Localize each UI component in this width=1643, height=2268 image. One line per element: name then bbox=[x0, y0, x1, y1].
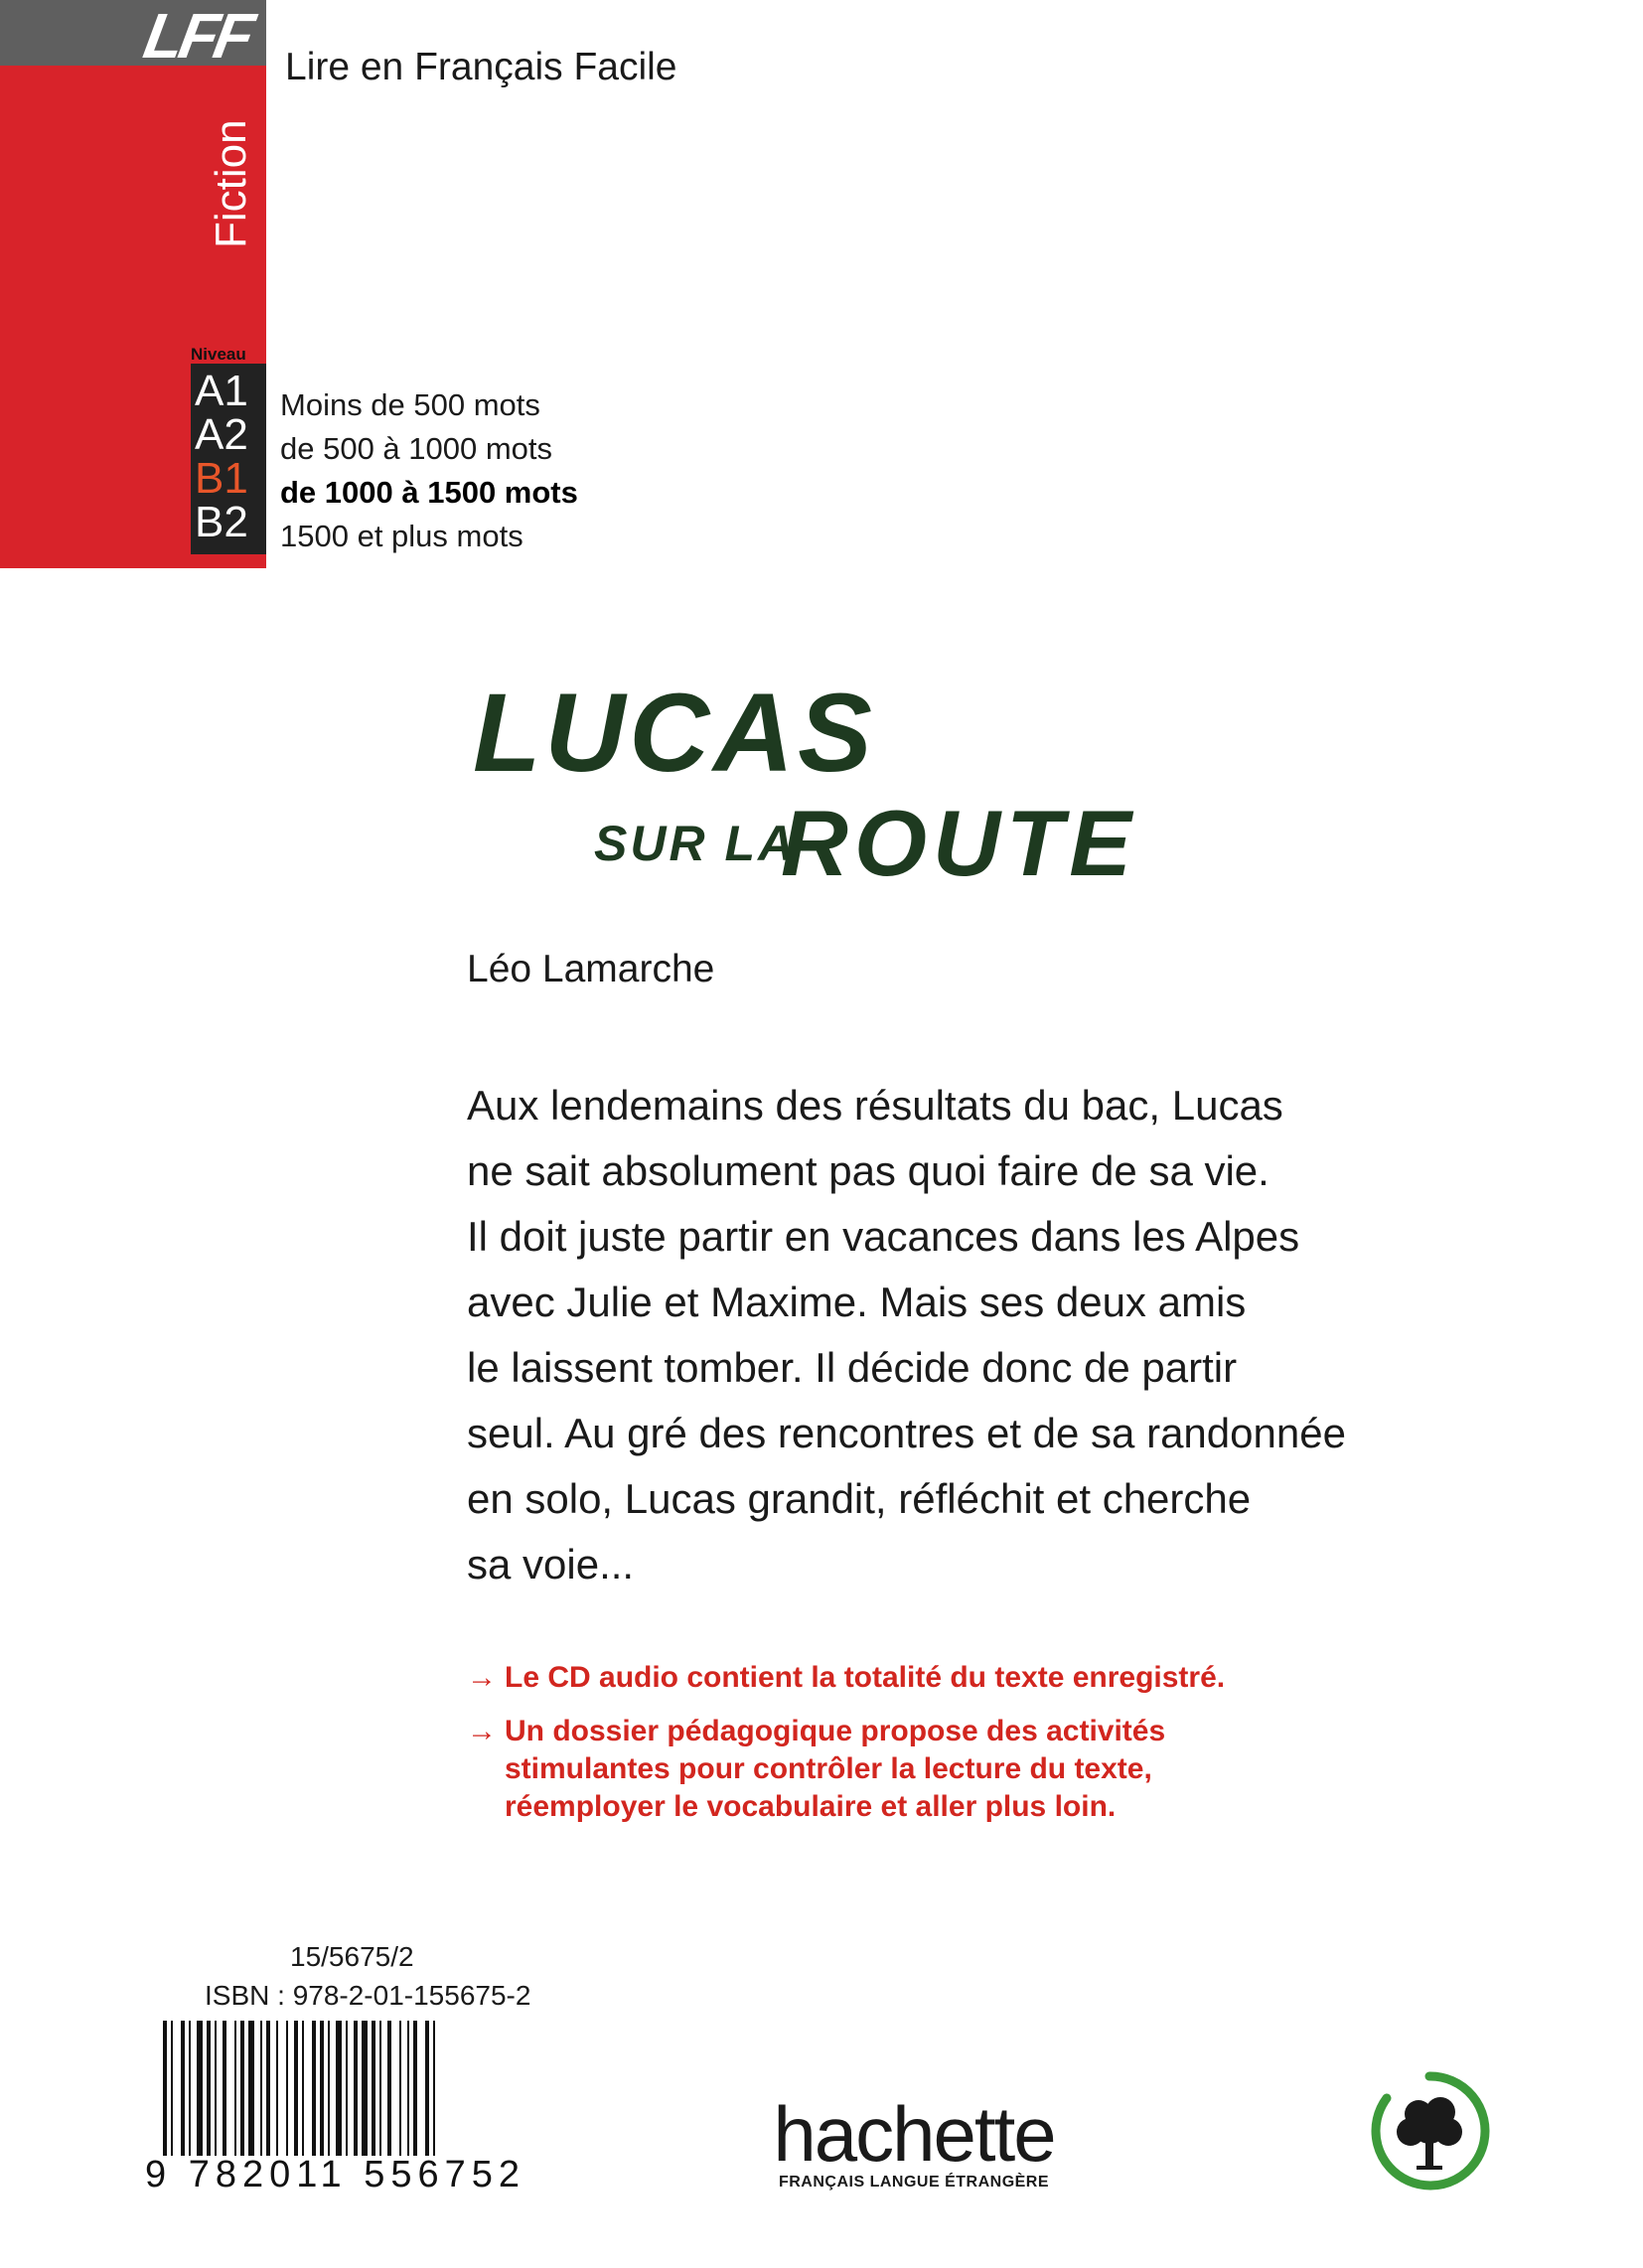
level-code-b2: B2 bbox=[195, 498, 248, 546]
publisher-name: hachette bbox=[773, 2090, 1055, 2178]
level-desc-b1: de 1000 à 1500 mots bbox=[280, 475, 578, 510]
arrow-right-icon: → bbox=[467, 1661, 497, 1694]
feature-text: Un dossier pédagogique propose des activités bbox=[505, 1715, 1166, 1747]
isbn-number: ISBN : 978-2-01-155675-2 bbox=[205, 1980, 531, 2011]
barcode-icon bbox=[163, 2021, 524, 2156]
blurb-line: Il doit juste partir en vacances dans les Alpes bbox=[467, 1213, 1300, 1260]
level-desc-a1: Moins de 500 mots bbox=[280, 387, 540, 422]
blurb-line: ne sait absolument pas quoi faire de sa vie. bbox=[467, 1147, 1270, 1194]
level-desc-a2: de 500 à 1000 mots bbox=[280, 431, 553, 466]
book-title-main: LUCAS bbox=[473, 671, 876, 795]
blurb-line: Aux lendemains des résultats du bac, Lucas bbox=[467, 1082, 1283, 1129]
feature-text: Le CD audio contient la totalité du texte enregistré. bbox=[505, 1661, 1226, 1694]
feature-text: stimulantes pour contrôler la lecture du texte, bbox=[505, 1752, 1152, 1785]
blurb-line: sa voie... bbox=[467, 1541, 635, 1588]
level-code-b1: B1 bbox=[195, 454, 248, 503]
level-heading: Niveau bbox=[191, 345, 246, 364]
author-name: Léo Lamarche bbox=[467, 948, 715, 990]
feature-dossier bbox=[467, 1713, 1165, 1826]
publisher-subtitle: FRANÇAIS LANGUE ÉTRANGÈRE bbox=[778, 2174, 1050, 2191]
blurb-line: en solo, Lucas grandit, réfléchit et cherche bbox=[467, 1475, 1252, 1522]
barcode-digits: 9 782011 556752 bbox=[145, 2154, 526, 2195]
blurb-line: le laissent tomber. Il décide donc de partir bbox=[467, 1344, 1238, 1391]
book-blurb bbox=[467, 1073, 1470, 1597]
level-code-a1: A1 bbox=[195, 367, 248, 415]
book-title-sur-la: SUR LA bbox=[594, 816, 798, 871]
level-desc-b2: 1500 et plus mots bbox=[280, 519, 523, 553]
book-title-route: ROUTE bbox=[781, 791, 1137, 895]
lff-logo: LFF bbox=[138, 0, 256, 72]
genre-label: Fiction bbox=[207, 119, 255, 248]
feature-text: réemployer le vocabulaire et aller plus loin. bbox=[505, 1790, 1117, 1823]
feature-cd-audio bbox=[467, 1659, 1225, 1697]
tree-icon bbox=[1367, 2068, 1492, 2193]
blurb-line: seul. Au gré des rencontres et de sa randonnée bbox=[467, 1410, 1346, 1456]
blurb-line: avec Julie et Maxime. Mais ses deux amis bbox=[467, 1279, 1247, 1325]
arrow-right-icon: → bbox=[467, 1715, 497, 1747]
product-code: 15/5675/2 bbox=[290, 1941, 414, 1972]
publisher-logo bbox=[755, 2090, 1073, 2192]
level-code-a2: A2 bbox=[195, 410, 248, 459]
series-title: Lire en Français Facile bbox=[285, 46, 677, 88]
